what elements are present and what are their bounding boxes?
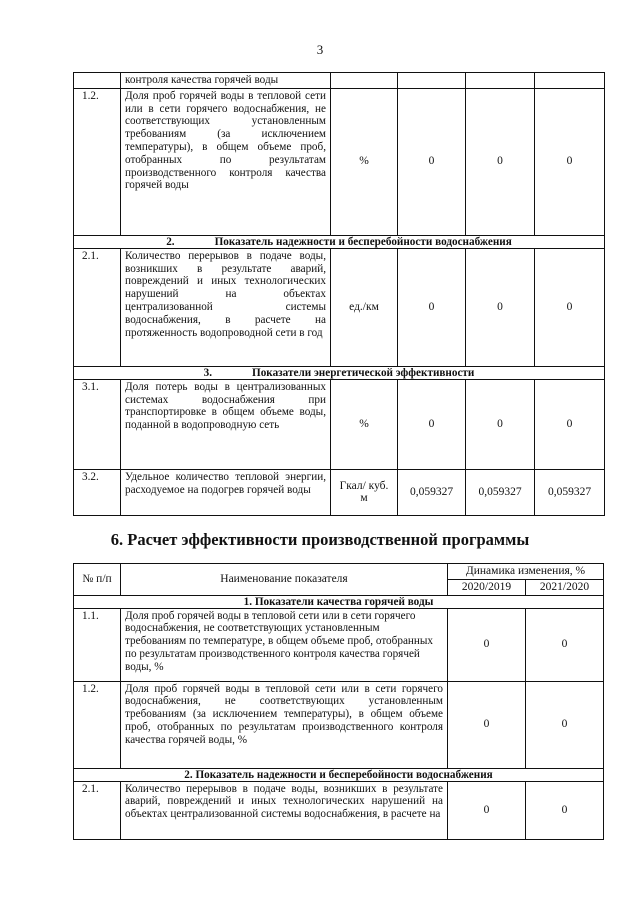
value-cell: 0 xyxy=(466,379,535,469)
indicators-table xyxy=(73,72,605,516)
section-header-row xyxy=(74,366,605,379)
value-cell: 0,059327 xyxy=(466,469,535,515)
indicator-text: Доля потерь воды в централизованных системах водоснабжения при транспортировке в общем объеме воды, поданной в водопроводную сеть xyxy=(121,379,331,469)
table-row xyxy=(74,379,605,469)
column-header-dynamics: Динамика изменения, % xyxy=(448,564,604,580)
column-header-number: № п/п xyxy=(74,564,121,596)
header-row xyxy=(74,564,604,580)
column-header-year: 2021/2020 xyxy=(526,579,604,595)
efficiency-table xyxy=(73,563,604,840)
value-cell: 0 xyxy=(535,88,605,235)
section-number: 2. xyxy=(166,235,175,248)
table-row xyxy=(74,73,605,89)
indicator-text: Количество перерывов в подаче воды, возникших в результате аварий, повреждений и иных технологических нарушений на объектах централизованной системы водоснабжения, в расчете на протяженность водопроводной сети в год xyxy=(121,248,331,366)
value-cell: 0 xyxy=(398,248,466,366)
unit-cell: % xyxy=(331,88,398,235)
unit-cell: % xyxy=(331,379,398,469)
row-number: 2.1. xyxy=(74,781,121,839)
column-header-year: 2020/2019 xyxy=(448,579,526,595)
value-cell: 0 xyxy=(526,781,604,839)
section-title: Показатель надежности и бесперебойности водоснабжения xyxy=(214,235,512,248)
value-cell: 0,059327 xyxy=(398,469,466,515)
value-cell: 0 xyxy=(398,379,466,469)
table-row xyxy=(74,781,604,839)
value-cell: 0 xyxy=(535,248,605,366)
row-number: 3.2. xyxy=(74,469,121,515)
value-cell: 0 xyxy=(466,88,535,235)
indicator-text: Доля проб горячей воды в тепловой сети или в сети горячего водоснабжения, не соответствующих установленным требованиям (за исключением температуры), в общем объеме проб, отобранных по результатам производственного контроля качества горячей воды, % xyxy=(121,681,448,768)
column-header-name: Наименование показателя xyxy=(121,564,448,596)
row-number: 2.1. xyxy=(74,248,121,366)
section-header-row xyxy=(74,768,604,781)
section-title: 2. Показатель надежности и бесперебойности водоснабжения xyxy=(74,768,604,781)
table-row xyxy=(74,608,604,681)
value-cell: 0 xyxy=(535,379,605,469)
value-cell: 0 xyxy=(466,248,535,366)
table-row xyxy=(74,88,605,235)
value-cell: 0 xyxy=(448,781,526,839)
value-cell: 0,059327 xyxy=(535,469,605,515)
value-cell: 0 xyxy=(398,88,466,235)
value-cell: 0 xyxy=(448,608,526,681)
row-number: 3.1. xyxy=(74,379,121,469)
value-cell: 0 xyxy=(526,608,604,681)
indicator-text: Удельное количество тепловой энергии, расходуемое на подогрев горячей воды xyxy=(121,469,331,515)
unit-cell: Гкал/ куб. м xyxy=(331,469,398,515)
row-number: 1.2. xyxy=(74,681,121,768)
row-number: 1.1. xyxy=(74,608,121,681)
page-number: 3 xyxy=(316,42,324,57)
table-row xyxy=(74,248,605,366)
unit-cell: ед./км xyxy=(331,248,398,366)
indicator-text: контроля качества горячей воды xyxy=(121,73,331,89)
section-number: 3. xyxy=(203,366,213,379)
indicator-text: Количество перерывов в подаче воды, возникших в результате аварий, повреждений и иных технологических нарушений на объектах централизованной системы водоснабжения, в расчете на xyxy=(121,781,448,839)
value-cell: 0 xyxy=(448,681,526,768)
section-heading: 6. Расчет эффективности производственной программы xyxy=(110,530,530,549)
table-row xyxy=(74,469,605,515)
indicator-text: Доля проб горячей воды в тепловой сети или в сети горячего водоснабжения, не соответствующих установленным требованиям по температуре, в общем объеме проб, отобранных по результатам производственного контроля качества горячей воды, % xyxy=(121,608,448,681)
value-cell: 0 xyxy=(526,681,604,768)
indicator-text: Доля проб горячей воды в тепловой сети или в сети горячего водоснабжения, не соответствующих установленным требованиям (за исключением температуры), в общем объеме проб, отобранных по результатам производственного контроля качества горячей воды xyxy=(121,88,331,235)
section-header-row xyxy=(74,235,605,248)
row-number: 1.2. xyxy=(74,88,121,235)
section-title: 1. Показатели качества горячей воды xyxy=(74,595,604,608)
section-title: Показатели энергетической эффективности xyxy=(252,366,475,379)
section-header-row xyxy=(74,595,604,608)
table-row xyxy=(74,681,604,768)
